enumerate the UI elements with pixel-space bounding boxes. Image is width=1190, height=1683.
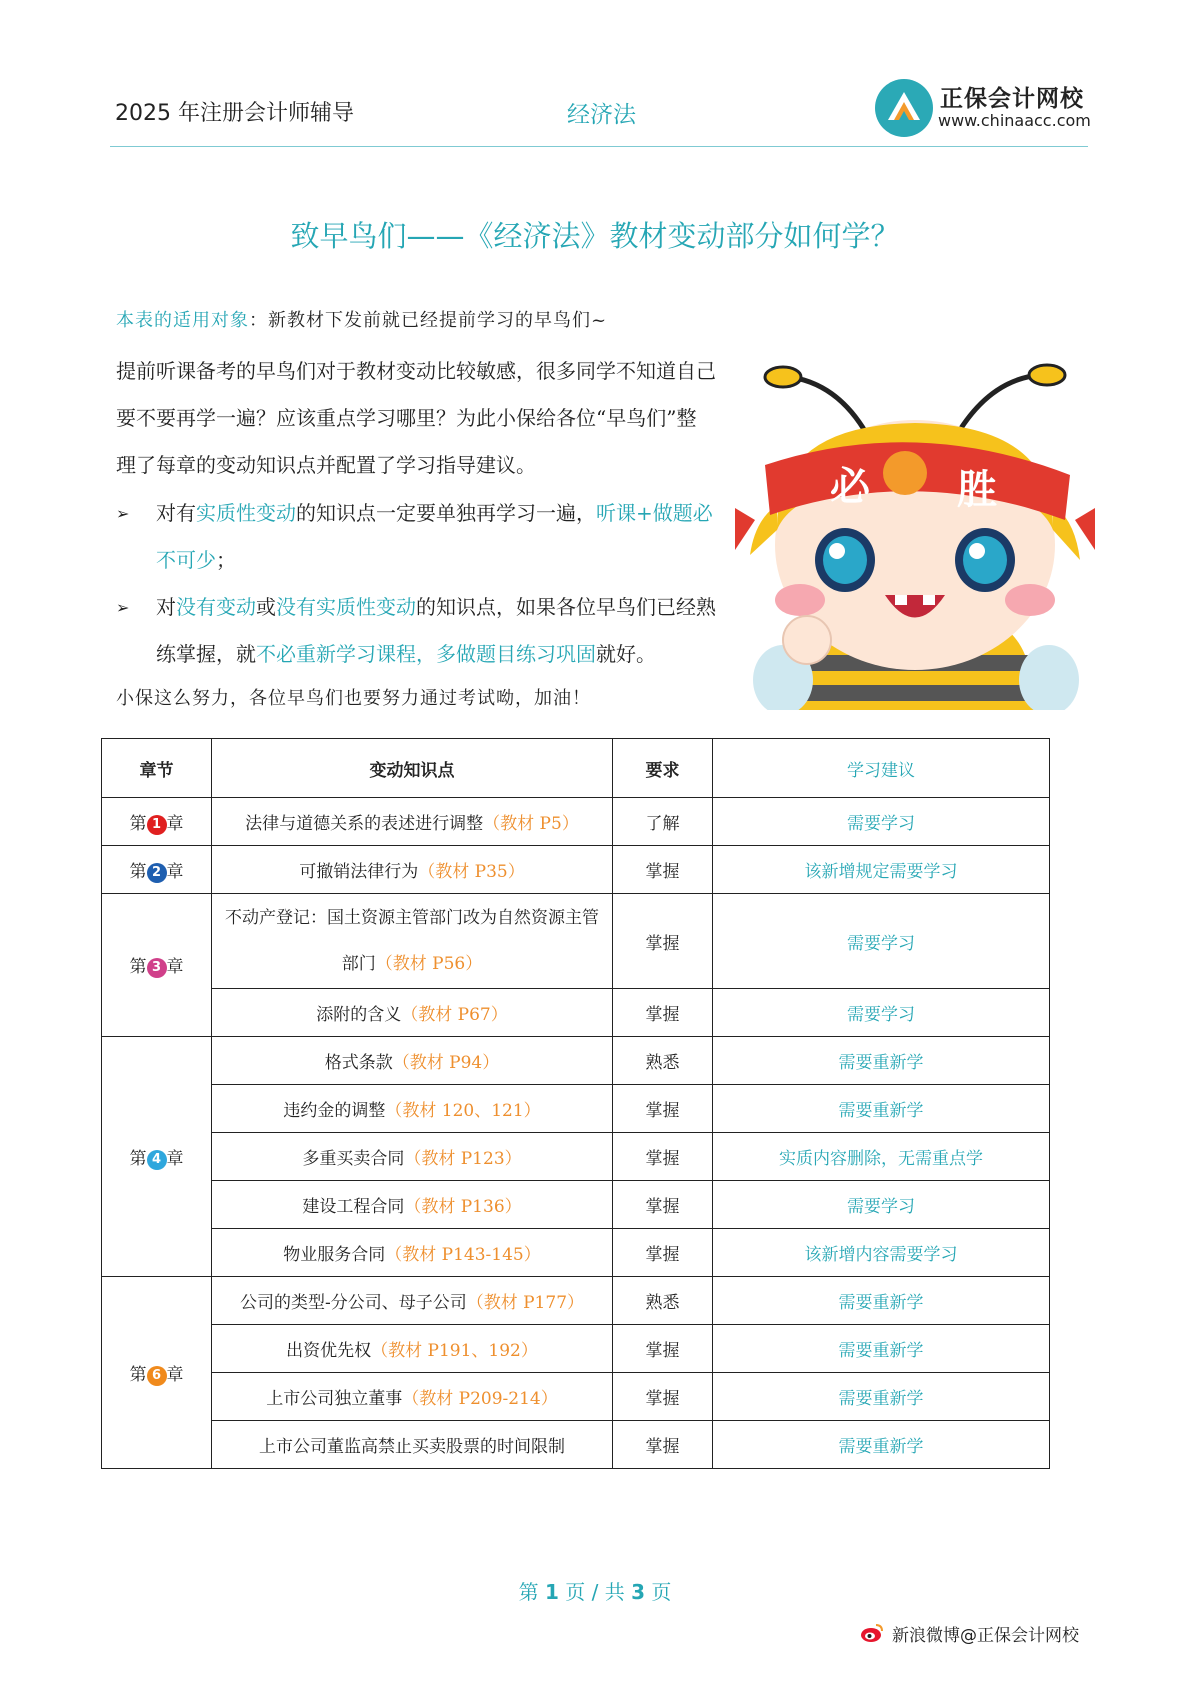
chapter-prefix: 第 bbox=[129, 813, 147, 834]
point-ref: （教材 P67） bbox=[401, 1005, 508, 1025]
point-ref: （教材 P143-145） bbox=[385, 1245, 541, 1265]
point-text: 上市公司董监高禁止买卖股票的时间限制 bbox=[259, 1437, 565, 1457]
point-cell bbox=[212, 1373, 613, 1421]
point-ref: （教材 P123） bbox=[404, 1149, 522, 1169]
chapter-cell bbox=[102, 846, 212, 894]
header-course: 2025 年注册会计师辅导 bbox=[115, 101, 354, 126]
chapter-number-badge: 6 bbox=[147, 1366, 167, 1386]
point-ref: （教材 120、121） bbox=[385, 1101, 541, 1121]
advice-cell: 需要学习 bbox=[713, 989, 1050, 1037]
point-ref: （教材 P35） bbox=[418, 862, 525, 882]
point-ref: （教材 P209-214） bbox=[402, 1389, 558, 1409]
point-cell bbox=[212, 1037, 613, 1085]
point-ref: （教材 P136） bbox=[404, 1197, 522, 1217]
point-text: 出资优先权 bbox=[286, 1341, 372, 1361]
point-cell bbox=[212, 1181, 613, 1229]
chapter-prefix: 第 bbox=[129, 957, 147, 977]
chapter-suffix: 章 bbox=[166, 1148, 184, 1169]
advice-cell: 需要重新学 bbox=[713, 1421, 1050, 1469]
header-advice: 学习建议 bbox=[713, 739, 1050, 798]
logo-url: www.chinaacc.com bbox=[938, 111, 1091, 130]
advice-cell: 需要学习 bbox=[713, 894, 1050, 989]
chapter-number-badge: 3 bbox=[147, 958, 167, 978]
page-suffix: 页 bbox=[651, 1580, 672, 1604]
point-text: 建设工程合同 bbox=[302, 1197, 405, 1217]
point-ref: （教材 P94） bbox=[392, 1053, 500, 1073]
page-number bbox=[0, 1576, 1190, 1605]
point-text: 物业服务合同 bbox=[283, 1245, 386, 1265]
point-cell bbox=[212, 846, 613, 894]
point-text: 上市公司独立董事 bbox=[266, 1389, 403, 1409]
table-header-row bbox=[102, 739, 1050, 798]
page-prefix: 第 bbox=[518, 1580, 539, 1604]
advice-cell: 该新增内容需要学习 bbox=[713, 1229, 1050, 1277]
header-chapter: 章节 bbox=[102, 739, 212, 798]
chapter-cell bbox=[102, 1277, 212, 1469]
intro-line bbox=[116, 306, 607, 332]
chapter-prefix: 第 bbox=[129, 861, 147, 882]
bee-mascot-icon bbox=[735, 355, 1095, 710]
bullet-highlight: 实质性变动 bbox=[196, 501, 296, 525]
header-point: 变动知识点 bbox=[212, 739, 613, 798]
point-text: 不动产登记：国土资源主管部门改为自然资源主管部门 bbox=[225, 908, 599, 974]
page-current: 1 bbox=[544, 1580, 559, 1604]
chapter-prefix: 第 bbox=[129, 1364, 147, 1385]
closing-line: 小保这么努力，各位早鸟们也要努力通过考试呦，加油！ bbox=[116, 688, 591, 709]
header-subject: 经济法 bbox=[567, 102, 636, 128]
point-cell bbox=[212, 1325, 613, 1373]
chapter-number-badge: 4 bbox=[147, 1150, 167, 1170]
table-row bbox=[102, 1085, 1050, 1133]
change-table bbox=[101, 738, 1050, 1469]
requirement-cell: 掌握 bbox=[613, 1085, 713, 1133]
advice-cell: 需要重新学 bbox=[713, 1277, 1050, 1325]
headband-left: 必 bbox=[830, 464, 870, 510]
point-ref: （教材 P191、192） bbox=[371, 1341, 538, 1361]
advice-cell: 实质内容删除，无需重点学 bbox=[713, 1133, 1050, 1181]
chapter-number-badge: 2 bbox=[147, 863, 167, 883]
requirement-cell: 熟悉 bbox=[613, 1037, 713, 1085]
bullet-text: 的知识点一定要单独再学习一遍， bbox=[296, 501, 596, 525]
table-row bbox=[102, 1325, 1050, 1373]
requirement-cell: 掌握 bbox=[613, 1373, 713, 1421]
header-divider bbox=[110, 146, 1088, 147]
chapter-cell bbox=[102, 798, 212, 846]
requirement-cell: 掌握 bbox=[613, 846, 713, 894]
point-text: 多重买卖合同 bbox=[302, 1149, 405, 1169]
chapter-suffix: 章 bbox=[166, 1364, 184, 1385]
point-ref: （教材 P5） bbox=[483, 814, 579, 834]
table-row bbox=[102, 894, 1050, 989]
bullet-text: 就好。 bbox=[596, 642, 656, 666]
bullet-highlight: 没有变动 bbox=[176, 595, 256, 619]
chapter-cell bbox=[102, 1037, 212, 1277]
chapter-cell bbox=[102, 894, 212, 1037]
bullet-text: 对有 bbox=[156, 501, 196, 525]
bullet-text: 或 bbox=[256, 595, 276, 619]
table-row bbox=[102, 1229, 1050, 1277]
point-cell bbox=[212, 894, 613, 989]
chapter-suffix: 章 bbox=[166, 861, 184, 882]
requirement-cell: 熟悉 bbox=[613, 1277, 713, 1325]
intro-paragraph: 提前听课备考的早鸟们对于教材变动比较敏感，很多同学不知道自己要不要再学一遍？应该重点学习哪里？为此小保给各位“早鸟们”整理了每章的变动知识点并配置了学习指导建议。 bbox=[116, 359, 716, 477]
chapter-suffix: 章 bbox=[166, 957, 184, 977]
point-cell bbox=[212, 1133, 613, 1181]
point-cell bbox=[212, 1421, 613, 1469]
table-row bbox=[102, 846, 1050, 894]
requirement-cell: 了解 bbox=[613, 798, 713, 846]
point-ref: （教材 P177） bbox=[466, 1293, 585, 1313]
point-cell bbox=[212, 1277, 613, 1325]
document-title: 致早鸟们——《经济法》教材变动部分如何学？ bbox=[290, 219, 900, 253]
requirement-cell: 掌握 bbox=[613, 1325, 713, 1373]
advice-cell: 需要重新学 bbox=[713, 1325, 1050, 1373]
point-text: 格式条款 bbox=[324, 1053, 393, 1073]
intro-label: 本表的适用对象 bbox=[116, 310, 249, 331]
point-ref: （教材 P56） bbox=[375, 954, 483, 974]
arrow-bullet-icon: ➢ bbox=[116, 598, 130, 617]
arrow-bullet-icon: ➢ bbox=[116, 504, 130, 523]
table-row bbox=[102, 1373, 1050, 1421]
bullet-highlight: 听课+做题必不可少 bbox=[156, 501, 713, 572]
advice-cell: 需要重新学 bbox=[713, 1373, 1050, 1421]
logo-name: 正保会计网校 bbox=[940, 86, 1084, 112]
weibo-handle: 新浪微博@正保会计网校 bbox=[892, 1626, 1079, 1646]
chinaacc-logo-icon bbox=[874, 78, 934, 138]
table-row bbox=[102, 1181, 1050, 1229]
point-text: 添附的含义 bbox=[316, 1005, 402, 1025]
point-text: 违约金的调整 bbox=[283, 1101, 386, 1121]
weibo-icon bbox=[860, 1623, 884, 1643]
requirement-cell: 掌握 bbox=[613, 1229, 713, 1277]
table-row bbox=[102, 798, 1050, 846]
advice-cell: 需要重新学 bbox=[713, 1085, 1050, 1133]
requirement-cell: 掌握 bbox=[613, 1421, 713, 1469]
point-cell bbox=[212, 1085, 613, 1133]
advice-cell: 该新增规定需要学习 bbox=[713, 846, 1050, 894]
table-row bbox=[102, 1277, 1050, 1325]
table-row bbox=[102, 1037, 1050, 1085]
point-text: 公司的类型-分公司、母子公司 bbox=[239, 1293, 467, 1313]
bullet-highlight: 不必重新学习课程，多做题目练习巩固 bbox=[256, 642, 596, 666]
table-row bbox=[102, 1421, 1050, 1469]
requirement-cell: 掌握 bbox=[613, 989, 713, 1037]
requirement-cell: 掌握 bbox=[613, 1181, 713, 1229]
point-cell bbox=[212, 1229, 613, 1277]
intro-text: ：新教材下发前就已经提前学习的早鸟们~ bbox=[249, 310, 608, 331]
requirement-cell: 掌握 bbox=[613, 894, 713, 989]
requirement-cell: 掌握 bbox=[613, 1133, 713, 1181]
table-row bbox=[102, 989, 1050, 1037]
bullet-text: 对 bbox=[156, 595, 176, 619]
point-cell bbox=[212, 798, 613, 846]
header-requirement: 要求 bbox=[613, 739, 713, 798]
page-total: 3 bbox=[631, 1580, 645, 1604]
advice-cell: 需要学习 bbox=[713, 1181, 1050, 1229]
point-text: 可撤销法律行为 bbox=[299, 862, 419, 882]
bullet-text: ； bbox=[216, 548, 236, 572]
bullet-highlight: 没有实质性变动 bbox=[276, 595, 416, 619]
headband-right: 胜 bbox=[957, 467, 997, 513]
point-cell bbox=[212, 989, 613, 1037]
advice-cell: 需要重新学 bbox=[713, 1037, 1050, 1085]
point-text: 法律与道德关系的表述进行调整 bbox=[245, 814, 484, 834]
chapter-prefix: 第 bbox=[129, 1148, 147, 1169]
bullet-text: 的知识点，如果各位早鸟们已经熟练掌握，就 bbox=[156, 595, 716, 666]
advice-cell: 需要学习 bbox=[713, 798, 1050, 846]
chapter-number-badge: 1 bbox=[147, 815, 167, 835]
chapter-suffix: 章 bbox=[166, 813, 184, 834]
page-mid: 页 / 共 bbox=[565, 1580, 625, 1604]
table-row bbox=[102, 1133, 1050, 1181]
